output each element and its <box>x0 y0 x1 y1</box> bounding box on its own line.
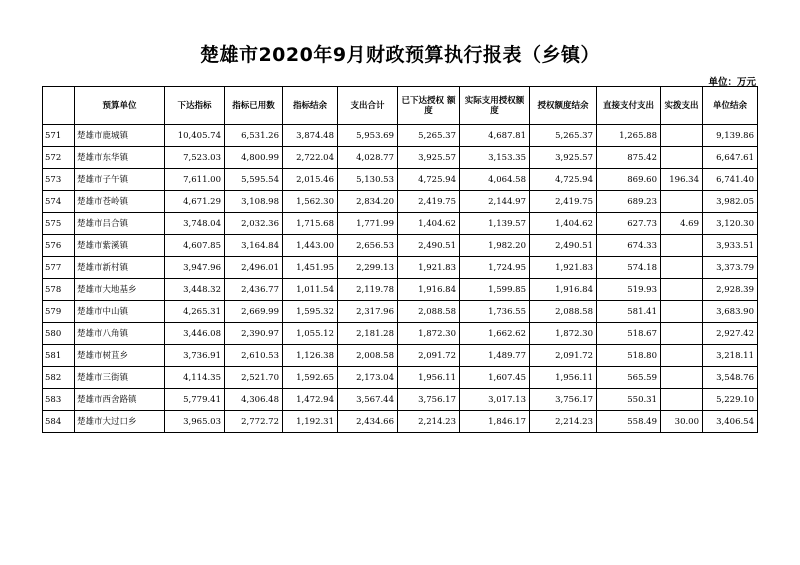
unit-name-cell: 楚雄市苍岭镇 <box>75 191 165 213</box>
row-number-cell: 579 <box>43 301 75 323</box>
value-cell: 1,139.57 <box>460 213 530 235</box>
value-cell: 1,921.83 <box>398 257 460 279</box>
value-cell <box>661 147 703 169</box>
value-cell: 1,489.77 <box>460 345 530 367</box>
value-cell: 10,405.74 <box>165 125 225 147</box>
value-cell: 674.33 <box>597 235 661 257</box>
value-cell: 3,120.30 <box>703 213 758 235</box>
value-cell: 3,017.13 <box>460 389 530 411</box>
row-number-cell: 575 <box>43 213 75 235</box>
row-number-cell: 573 <box>43 169 75 191</box>
value-cell: 2,390.97 <box>225 323 283 345</box>
value-cell: 1,662.62 <box>460 323 530 345</box>
value-cell: 4,028.77 <box>338 147 398 169</box>
row-number-cell: 584 <box>43 411 75 433</box>
value-cell: 581.41 <box>597 301 661 323</box>
value-cell: 5,130.53 <box>338 169 398 191</box>
header-cell: 已下达授权 额 度 <box>398 87 460 125</box>
table-row <box>43 257 758 279</box>
value-cell: 4,725.94 <box>398 169 460 191</box>
value-cell: 2,722.04 <box>283 147 338 169</box>
value-cell: 2,214.23 <box>530 411 597 433</box>
value-cell: 3,874.48 <box>283 125 338 147</box>
table-row <box>43 125 758 147</box>
unit-name-cell: 楚雄市子午镇 <box>75 169 165 191</box>
value-cell: 1,599.85 <box>460 279 530 301</box>
table-row <box>43 345 758 367</box>
value-cell: 1,982.20 <box>460 235 530 257</box>
row-number-cell: 581 <box>43 345 75 367</box>
value-cell: 1,192.31 <box>283 411 338 433</box>
value-cell: 2,669.99 <box>225 301 283 323</box>
value-cell: 4,800.99 <box>225 147 283 169</box>
row-number-cell: 580 <box>43 323 75 345</box>
value-cell: 869.60 <box>597 169 661 191</box>
value-cell: 2,091.72 <box>530 345 597 367</box>
value-cell: 196.34 <box>661 169 703 191</box>
value-cell: 9,139.86 <box>703 125 758 147</box>
value-cell: 2,088.58 <box>398 301 460 323</box>
unit-name-cell: 楚雄市鹿城镇 <box>75 125 165 147</box>
value-cell: 3,736.91 <box>165 345 225 367</box>
table-row <box>43 411 758 433</box>
value-cell: 518.80 <box>597 345 661 367</box>
value-cell: 2,496.01 <box>225 257 283 279</box>
table-row <box>43 213 758 235</box>
table-row <box>43 367 758 389</box>
value-cell: 2,436.77 <box>225 279 283 301</box>
value-cell: 2,927.42 <box>703 323 758 345</box>
value-cell: 3,153.35 <box>460 147 530 169</box>
value-cell: 518.67 <box>597 323 661 345</box>
row-number-cell: 578 <box>43 279 75 301</box>
value-cell: 5,229.10 <box>703 389 758 411</box>
table-row <box>43 169 758 191</box>
value-cell: 1,472.94 <box>283 389 338 411</box>
value-cell: 3,406.54 <box>703 411 758 433</box>
value-cell: 3,947.96 <box>165 257 225 279</box>
value-cell: 3,933.51 <box>703 235 758 257</box>
value-cell: 2,088.58 <box>530 301 597 323</box>
value-cell: 1,846.17 <box>460 411 530 433</box>
value-cell: 3,965.03 <box>165 411 225 433</box>
value-cell: 4.69 <box>661 213 703 235</box>
value-cell: 3,164.84 <box>225 235 283 257</box>
value-cell: 1,011.54 <box>283 279 338 301</box>
value-cell: 1,771.99 <box>338 213 398 235</box>
value-cell: 4,725.94 <box>530 169 597 191</box>
value-cell: 3,108.98 <box>225 191 283 213</box>
value-cell <box>661 235 703 257</box>
value-cell: 550.31 <box>597 389 661 411</box>
value-cell: 6,531.26 <box>225 125 283 147</box>
header-cell: 下达指标 <box>165 87 225 125</box>
value-cell: 1,404.62 <box>398 213 460 235</box>
value-cell: 1,736.55 <box>460 301 530 323</box>
value-cell: 2,490.51 <box>530 235 597 257</box>
value-cell: 3,548.76 <box>703 367 758 389</box>
unit-name-cell: 楚雄市树苴乡 <box>75 345 165 367</box>
value-cell: 4,671.29 <box>165 191 225 213</box>
value-cell: 1,916.84 <box>530 279 597 301</box>
value-cell: 5,953.69 <box>338 125 398 147</box>
value-cell: 1,872.30 <box>398 323 460 345</box>
value-cell: 4,064.58 <box>460 169 530 191</box>
header-cell <box>43 87 75 125</box>
header-cell: 实际支用授权额度 <box>460 87 530 125</box>
row-number-cell: 574 <box>43 191 75 213</box>
value-cell: 7,611.00 <box>165 169 225 191</box>
header-row <box>43 87 758 125</box>
value-cell: 2,521.70 <box>225 367 283 389</box>
table-row <box>43 235 758 257</box>
value-cell: 1,443.00 <box>283 235 338 257</box>
value-cell: 3,567.44 <box>338 389 398 411</box>
value-cell: 1,872.30 <box>530 323 597 345</box>
header-cell: 预算单位 <box>75 87 165 125</box>
value-cell: 2,834.20 <box>338 191 398 213</box>
value-cell: 3,448.32 <box>165 279 225 301</box>
value-cell: 1,724.95 <box>460 257 530 279</box>
value-cell: 1,595.32 <box>283 301 338 323</box>
table-row <box>43 279 758 301</box>
table-body <box>43 125 758 433</box>
value-cell: 2,656.53 <box>338 235 398 257</box>
value-cell: 3,748.04 <box>165 213 225 235</box>
value-cell: 2,490.51 <box>398 235 460 257</box>
value-cell: 1,956.11 <box>398 367 460 389</box>
value-cell: 1,715.68 <box>283 213 338 235</box>
value-cell: 2,144.97 <box>460 191 530 213</box>
unit-label: 单位：万元 <box>708 77 756 88</box>
table-row <box>43 389 758 411</box>
value-cell: 4,306.48 <box>225 389 283 411</box>
value-cell: 1,126.38 <box>283 345 338 367</box>
value-cell: 2,772.72 <box>225 411 283 433</box>
value-cell: 7,523.03 <box>165 147 225 169</box>
value-cell <box>661 367 703 389</box>
value-cell: 875.42 <box>597 147 661 169</box>
value-cell: 2,032.36 <box>225 213 283 235</box>
value-cell: 3,218.11 <box>703 345 758 367</box>
value-cell: 3,373.79 <box>703 257 758 279</box>
value-cell: 2,928.39 <box>703 279 758 301</box>
value-cell: 4,687.81 <box>460 125 530 147</box>
value-cell: 6,741.40 <box>703 169 758 191</box>
value-cell: 2,008.58 <box>338 345 398 367</box>
unit-name-cell: 楚雄市中山镇 <box>75 301 165 323</box>
value-cell: 2,181.28 <box>338 323 398 345</box>
header-cell: 支出合计 <box>338 87 398 125</box>
value-cell: 2,434.66 <box>338 411 398 433</box>
value-cell: 3,446.08 <box>165 323 225 345</box>
value-cell: 2,015.46 <box>283 169 338 191</box>
value-cell: 519.93 <box>597 279 661 301</box>
value-cell: 3,925.57 <box>398 147 460 169</box>
table-row <box>43 301 758 323</box>
budget-table <box>42 86 758 433</box>
value-cell <box>661 191 703 213</box>
value-cell: 5,595.54 <box>225 169 283 191</box>
value-cell: 4,265.31 <box>165 301 225 323</box>
value-cell: 3,925.57 <box>530 147 597 169</box>
unit-name-cell: 楚雄市大过口乡 <box>75 411 165 433</box>
value-cell: 1,921.83 <box>530 257 597 279</box>
value-cell: 2,317.96 <box>338 301 398 323</box>
value-cell: 1,916.84 <box>398 279 460 301</box>
header-cell: 指标已用数 <box>225 87 283 125</box>
unit-name-cell: 楚雄市八角镇 <box>75 323 165 345</box>
report-title: 楚雄市2020年9月财政预算执行报表（乡镇） <box>199 44 601 66</box>
value-cell: 2,610.53 <box>225 345 283 367</box>
unit-name-cell: 楚雄市三街镇 <box>75 367 165 389</box>
value-cell: 2,173.04 <box>338 367 398 389</box>
header-cell: 实拨支出 <box>661 87 703 125</box>
unit-name-cell: 楚雄市东华镇 <box>75 147 165 169</box>
value-cell: 3,756.17 <box>398 389 460 411</box>
value-cell <box>661 345 703 367</box>
value-cell <box>661 301 703 323</box>
value-cell <box>661 323 703 345</box>
value-cell: 3,683.90 <box>703 301 758 323</box>
row-number-cell: 571 <box>43 125 75 147</box>
value-cell <box>661 389 703 411</box>
value-cell: 1,451.95 <box>283 257 338 279</box>
row-number-cell: 583 <box>43 389 75 411</box>
value-cell: 1,956.11 <box>530 367 597 389</box>
row-number-cell: 577 <box>43 257 75 279</box>
value-cell: 1,404.62 <box>530 213 597 235</box>
value-cell: 2,119.78 <box>338 279 398 301</box>
unit-name-cell: 楚雄市新村镇 <box>75 257 165 279</box>
header-cell: 直接支付支出 <box>597 87 661 125</box>
value-cell: 574.18 <box>597 257 661 279</box>
table-row <box>43 147 758 169</box>
value-cell <box>661 279 703 301</box>
value-cell: 2,091.72 <box>398 345 460 367</box>
value-cell: 5,265.37 <box>398 125 460 147</box>
table-row <box>43 191 758 213</box>
value-cell: 1,592.65 <box>283 367 338 389</box>
row-number-cell: 572 <box>43 147 75 169</box>
value-cell: 4,114.35 <box>165 367 225 389</box>
row-number-cell: 582 <box>43 367 75 389</box>
value-cell <box>661 257 703 279</box>
value-cell: 1,055.12 <box>283 323 338 345</box>
value-cell: 2,214.23 <box>398 411 460 433</box>
value-cell: 6,647.61 <box>703 147 758 169</box>
value-cell: 5,779.41 <box>165 389 225 411</box>
table-row <box>43 323 758 345</box>
unit-name-cell: 楚雄市西舍路镇 <box>75 389 165 411</box>
value-cell: 2,299.13 <box>338 257 398 279</box>
value-cell: 1,265.88 <box>597 125 661 147</box>
value-cell <box>661 125 703 147</box>
value-cell: 1,562.30 <box>283 191 338 213</box>
value-cell: 627.73 <box>597 213 661 235</box>
header-cell: 指标结余 <box>283 87 338 125</box>
value-cell: 3,982.05 <box>703 191 758 213</box>
unit-name-cell: 楚雄市吕合镇 <box>75 213 165 235</box>
value-cell: 5,265.37 <box>530 125 597 147</box>
value-cell: 2,419.75 <box>530 191 597 213</box>
value-cell: 30.00 <box>661 411 703 433</box>
value-cell: 4,607.85 <box>165 235 225 257</box>
value-cell: 689.23 <box>597 191 661 213</box>
unit-name-cell: 楚雄市大地基乡 <box>75 279 165 301</box>
value-cell: 3,756.17 <box>530 389 597 411</box>
value-cell: 558.49 <box>597 411 661 433</box>
row-number-cell: 576 <box>43 235 75 257</box>
unit-name-cell: 楚雄市紫溪镇 <box>75 235 165 257</box>
value-cell: 2,419.75 <box>398 191 460 213</box>
value-cell: 1,607.45 <box>460 367 530 389</box>
header-cell: 单位结余 <box>703 87 758 125</box>
header-cell: 授权额度结余 <box>530 87 597 125</box>
value-cell: 565.59 <box>597 367 661 389</box>
